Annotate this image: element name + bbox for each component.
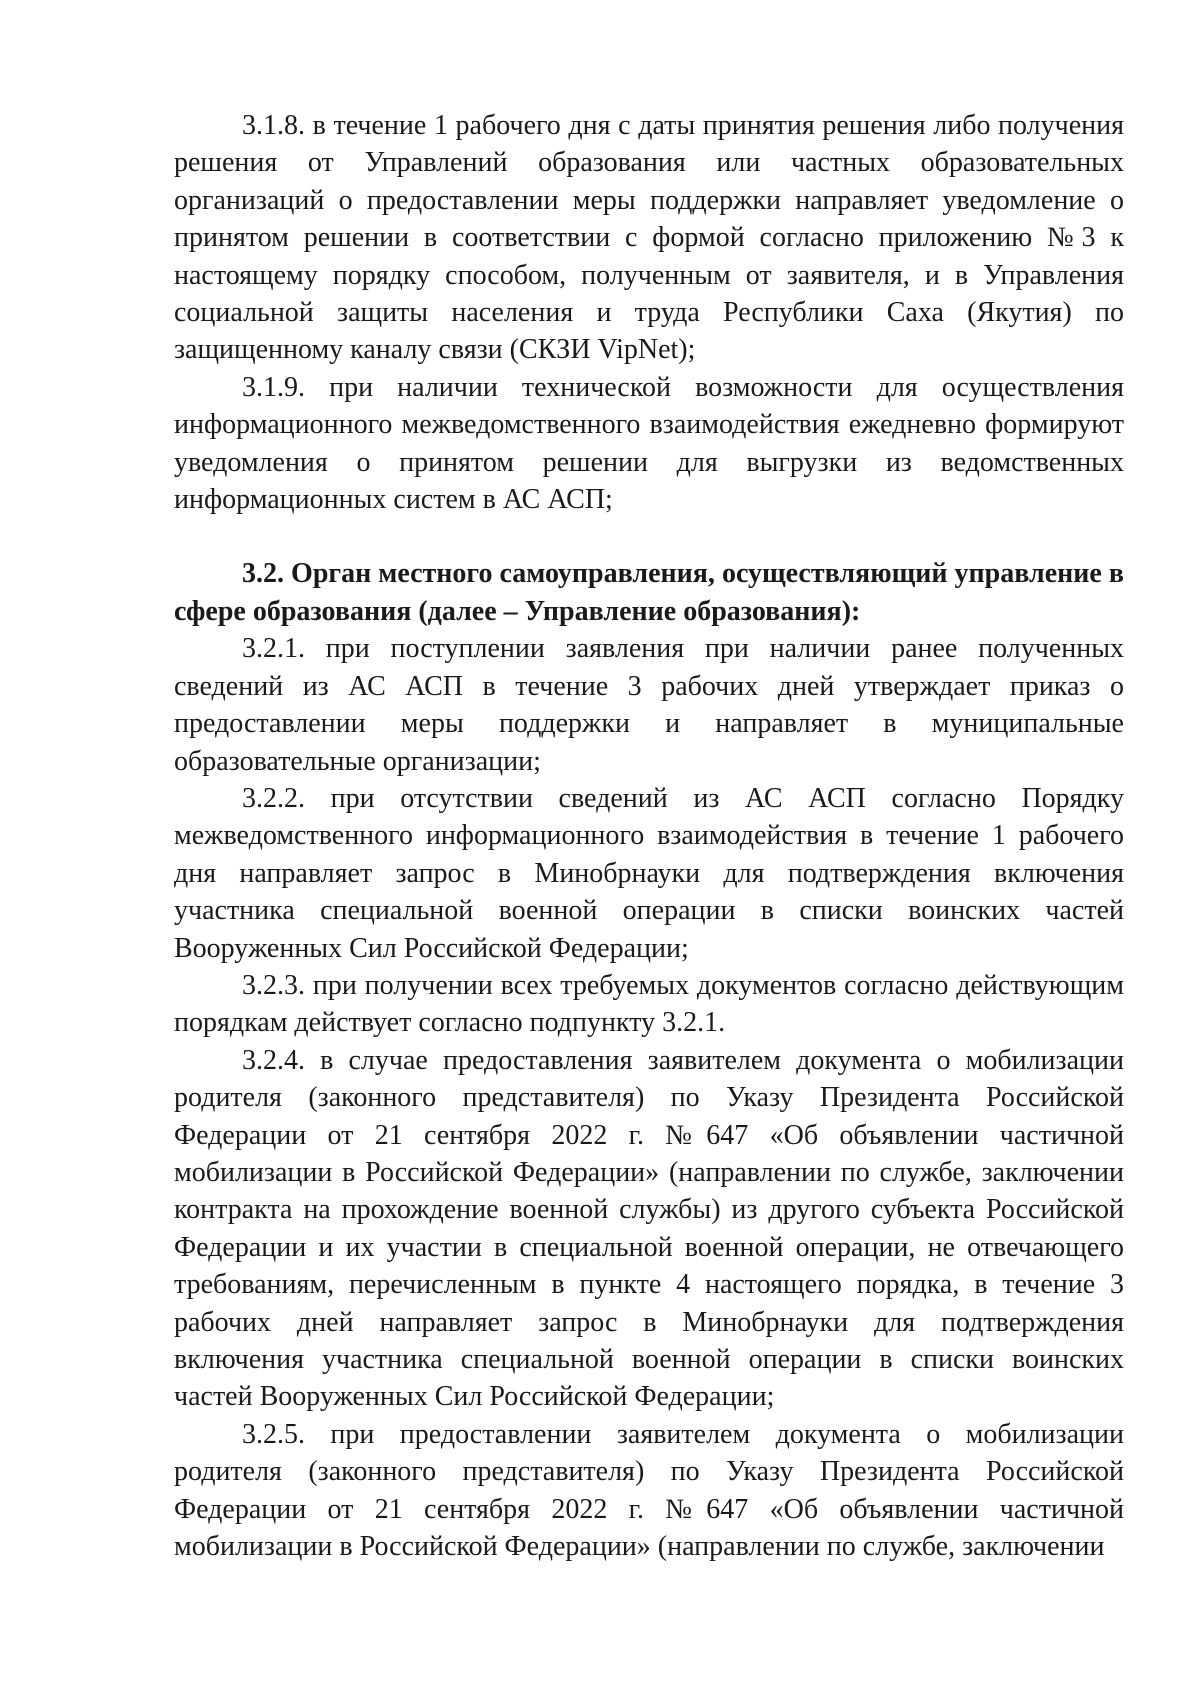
paragraph-3-2-3: 3.2.3. при получении всех требуемых документов согласно действующим порядкам действует согласно подпункту 3.2.1. [174,969,1124,1039]
paragraph-3-2-5: 3.2.5. при предоставлении заявителем документа о мобилизации родителя (законного представителя) по Указу Президента Российской Федерации от 21 сентября 2022 г. №647 «Об объявлении частичной мобилизации в Российской Федерации» (направлении по службе, заключении [174,1418,1124,1563]
paragraph-3-1-9: 3.1.9. при наличии технической возможности для осуществления информационного межведомственного взаимодействия ежедневно формируют уведомления о принятом решении для выгрузки из ведомственных информационных систем в АС АСП; [174,371,1124,516]
paragraph-3-2-1: 3.2.1. при поступлении заявления при наличии ранее полученных сведений из АС АСП в течение 3 рабочих дней утверждает приказ о предоставлении меры поддержки и направляет в муниципальные образовательные организации; [174,633,1124,777]
paragraph-3-2-2: 3.2.2. при отсутствии сведений из АС АСП согласно Порядку межведомственного информационного взаимодействия в течение 1 рабочего дня направляет запрос в Минобрнауки для подтверждения включения участника специальной военной операции в списки воинских частей Вооруженных Сил Российской Федерации; [174,782,1124,964]
section-heading-3-2: 3.2. Орган местного самоуправления, осуществляющий управление в сфере образования (далее – Управление образования): [174,558,1124,627]
paragraph-3-1-8: 3.1.8. в течение 1 рабочего дня с даты принятия решения либо получения решения от Управлений образования или частных образовательных организаций о предоставлении меры поддержки направляет уведомление о принятом решении в соответствии с формой согласно приложению №3 к настоящему порядку способом, полученным от заявителя, и в Управления социальной защиты населения и труда Республики Саха (Якутия) по защищенному каналу связи (СКЗИ VipNet); [174,110,1124,366]
paragraph-3-2-4: 3.2.4. в случае предоставления заявителем документа о мобилизации родителя (законного представителя) по Указу Президента Российской Федерации от 21 сентября 2022 г. №647 «Об объявлении частичной мобилизации в Российской Федерации» (направлении по службе, заключении контракта на прохождение военной службы) из другого субъекта Российской Федерации и их участии в специальной военной операции, не отвечающего требованиям, перечисленным в пункте 4 настоящего порядка, в течение 3 рабочих дней направляет запрос в Минобрнауки для подтверждения включения участника специальной военной операции в списки воинских частей Вооруженных Сил Российской Федерации; [174,1044,1124,1413]
document-page [174,107,1124,1565]
